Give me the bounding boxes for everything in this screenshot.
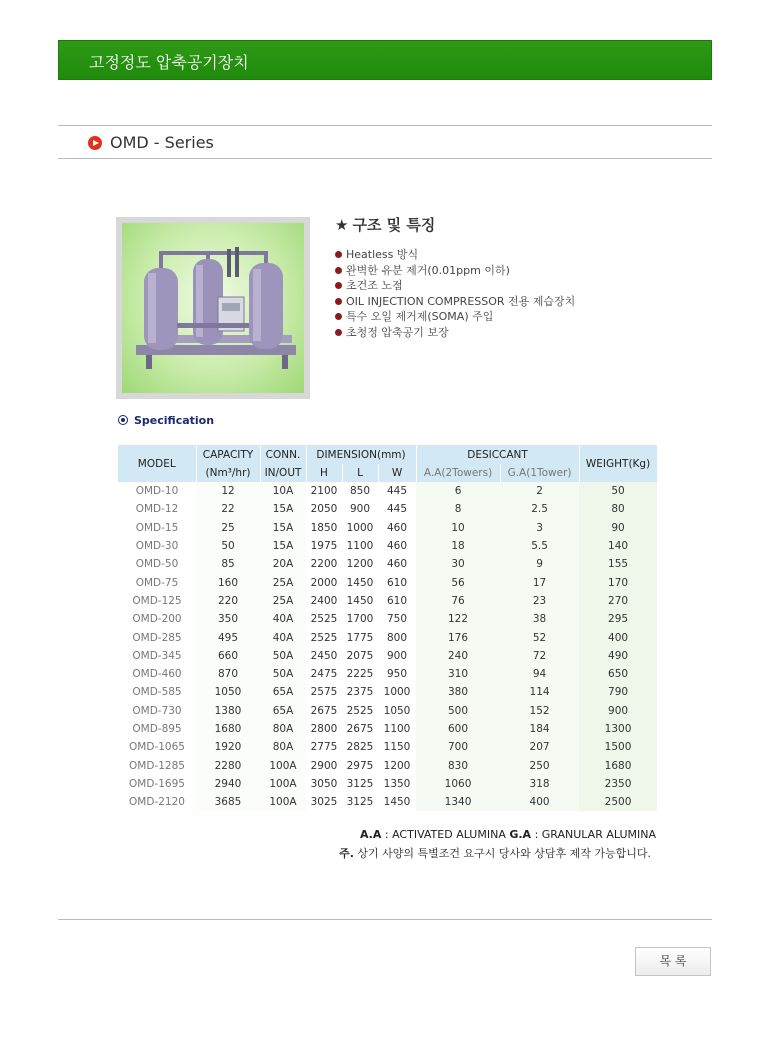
cell-weight: 790 bbox=[579, 683, 657, 701]
bullet-dot-icon bbox=[335, 329, 342, 336]
cell-ga: 94 bbox=[500, 665, 579, 683]
cell-w: 750 bbox=[378, 610, 416, 628]
cell-aa: 600 bbox=[416, 720, 500, 738]
cell-h: 1975 bbox=[306, 537, 342, 555]
features-list bbox=[335, 247, 575, 340]
cell-conn: 15A bbox=[260, 500, 306, 518]
note-text: 상기 사양의 특별조건 요구시 당사와 상담후 제작 가능합니다. bbox=[353, 847, 651, 860]
cell-w: 1050 bbox=[378, 702, 416, 720]
cell-ga: 52 bbox=[500, 628, 579, 646]
cell-weight: 50 bbox=[579, 482, 657, 500]
table-row bbox=[118, 720, 657, 738]
table-row bbox=[118, 793, 657, 811]
cell-w: 1150 bbox=[378, 738, 416, 756]
table-row bbox=[118, 537, 657, 555]
cell-weight: 1680 bbox=[579, 756, 657, 774]
cell-ga: 2 bbox=[500, 482, 579, 500]
cell-aa: 56 bbox=[416, 573, 500, 591]
cell-w: 1350 bbox=[378, 775, 416, 793]
cell-w: 610 bbox=[378, 573, 416, 591]
cell-h: 2800 bbox=[306, 720, 342, 738]
header-w: W bbox=[378, 464, 416, 482]
cell-weight: 2350 bbox=[579, 775, 657, 793]
cell-ga: 318 bbox=[500, 775, 579, 793]
header-title: 고정정도 압축공기장치 bbox=[89, 53, 249, 72]
cell-l: 2975 bbox=[342, 756, 378, 774]
cell-model: OMD-1285 bbox=[118, 756, 196, 774]
cell-capacity: 25 bbox=[196, 519, 260, 537]
table-row bbox=[118, 756, 657, 774]
cell-aa: 8 bbox=[416, 500, 500, 518]
cell-aa: 830 bbox=[416, 756, 500, 774]
cell-ga: 184 bbox=[500, 720, 579, 738]
header-aa: A.A(2Towers) bbox=[416, 464, 500, 482]
cell-aa: 1340 bbox=[416, 793, 500, 811]
table-row bbox=[118, 555, 657, 573]
aa-text: : ACTIVATED ALUMINA bbox=[381, 828, 510, 841]
cell-h: 2050 bbox=[306, 500, 342, 518]
feature-item bbox=[335, 247, 575, 263]
cell-aa: 10 bbox=[416, 519, 500, 537]
cell-aa: 240 bbox=[416, 647, 500, 665]
desiccant-legend bbox=[360, 828, 656, 841]
header-dimension: DIMENSION(mm) bbox=[306, 445, 416, 464]
header-bar bbox=[58, 40, 712, 80]
cell-weight: 900 bbox=[579, 702, 657, 720]
header-conn: CONN. bbox=[260, 445, 306, 464]
cell-h: 2475 bbox=[306, 665, 342, 683]
cell-model: OMD-2120 bbox=[118, 793, 196, 811]
cell-weight: 155 bbox=[579, 555, 657, 573]
table-row bbox=[118, 665, 657, 683]
cell-weight: 90 bbox=[579, 519, 657, 537]
divider-top bbox=[58, 125, 712, 126]
divider-bottom bbox=[58, 919, 712, 920]
cell-w: 800 bbox=[378, 628, 416, 646]
cell-model: OMD-285 bbox=[118, 628, 196, 646]
cell-model: OMD-585 bbox=[118, 683, 196, 701]
cell-conn: 100A bbox=[260, 793, 306, 811]
cell-w: 460 bbox=[378, 519, 416, 537]
cell-ga: 2.5 bbox=[500, 500, 579, 518]
cell-aa: 18 bbox=[416, 537, 500, 555]
specification-label bbox=[118, 414, 214, 427]
bullet-dot-icon bbox=[335, 313, 342, 320]
feature-item bbox=[335, 325, 575, 341]
cell-conn: 100A bbox=[260, 756, 306, 774]
cell-aa: 76 bbox=[416, 592, 500, 610]
table-row bbox=[118, 610, 657, 628]
table-row bbox=[118, 647, 657, 665]
cell-capacity: 870 bbox=[196, 665, 260, 683]
cell-aa: 176 bbox=[416, 628, 500, 646]
cell-w: 1200 bbox=[378, 756, 416, 774]
cell-weight: 2500 bbox=[579, 793, 657, 811]
cell-h: 2450 bbox=[306, 647, 342, 665]
cell-capacity: 495 bbox=[196, 628, 260, 646]
specification-table-body bbox=[118, 482, 657, 811]
custom-order-note bbox=[339, 845, 651, 861]
header-ga: G.A(1Tower) bbox=[500, 464, 579, 482]
header-conn-inout: IN/OUT bbox=[260, 464, 306, 482]
cell-l: 900 bbox=[342, 500, 378, 518]
bullet-dot-icon bbox=[335, 282, 342, 289]
feature-text: OIL INJECTION COMPRESSOR 전용 제습장치 bbox=[346, 294, 576, 308]
table-row bbox=[118, 500, 657, 518]
product-image-frame bbox=[116, 217, 310, 399]
cell-conn: 50A bbox=[260, 665, 306, 683]
bullet-dot-icon bbox=[335, 267, 342, 274]
feature-item bbox=[335, 309, 575, 325]
table-row bbox=[118, 683, 657, 701]
cell-l: 2675 bbox=[342, 720, 378, 738]
table-row bbox=[118, 592, 657, 610]
feature-item bbox=[335, 294, 575, 310]
aa-key: A.A bbox=[359, 828, 382, 841]
cell-conn: 65A bbox=[260, 702, 306, 720]
cell-w: 460 bbox=[378, 555, 416, 573]
table-row bbox=[118, 738, 657, 756]
cell-model: OMD-30 bbox=[118, 537, 196, 555]
cell-l: 3125 bbox=[342, 775, 378, 793]
cell-h: 2100 bbox=[306, 482, 342, 500]
cell-capacity: 1050 bbox=[196, 683, 260, 701]
cell-ga: 400 bbox=[500, 793, 579, 811]
cell-h: 3025 bbox=[306, 793, 342, 811]
cell-conn: 65A bbox=[260, 683, 306, 701]
cell-model: OMD-75 bbox=[118, 573, 196, 591]
header-h: H bbox=[306, 464, 342, 482]
cell-l: 2075 bbox=[342, 647, 378, 665]
cell-weight: 1300 bbox=[579, 720, 657, 738]
cell-l: 2525 bbox=[342, 702, 378, 720]
cell-h: 2775 bbox=[306, 738, 342, 756]
cell-capacity: 160 bbox=[196, 573, 260, 591]
cell-capacity: 1680 bbox=[196, 720, 260, 738]
specification-label-text: Specification bbox=[134, 414, 215, 427]
cell-conn: 10A bbox=[260, 482, 306, 500]
cell-ga: 5.5 bbox=[500, 537, 579, 555]
header-model: MODEL bbox=[118, 445, 196, 482]
cell-h: 2200 bbox=[306, 555, 342, 573]
cell-h: 2900 bbox=[306, 756, 342, 774]
cell-l: 1450 bbox=[342, 592, 378, 610]
cell-model: OMD-460 bbox=[118, 665, 196, 683]
feature-text: 완벽한 유분 제거(0.01ppm 이하) bbox=[346, 263, 510, 277]
star-icon: ★ bbox=[335, 216, 349, 234]
cell-l: 2825 bbox=[342, 738, 378, 756]
cell-l: 1775 bbox=[342, 628, 378, 646]
header-weight: WEIGHT(Kg) bbox=[579, 445, 657, 482]
feature-text: 초청정 압축공기 보장 bbox=[346, 325, 449, 339]
feature-text: 초건조 노점 bbox=[346, 279, 403, 292]
cell-capacity: 12 bbox=[196, 482, 260, 500]
cell-model: OMD-895 bbox=[118, 720, 196, 738]
cell-h: 2675 bbox=[306, 702, 342, 720]
cell-w: 1100 bbox=[378, 720, 416, 738]
cell-w: 1000 bbox=[378, 683, 416, 701]
cell-conn: 40A bbox=[260, 628, 306, 646]
cell-l: 3125 bbox=[342, 793, 378, 811]
cell-ga: 17 bbox=[500, 573, 579, 591]
cell-w: 445 bbox=[378, 500, 416, 518]
cell-w: 950 bbox=[378, 665, 416, 683]
feature-text: Heatless 방식 bbox=[346, 248, 419, 261]
cell-weight: 270 bbox=[579, 592, 657, 610]
cell-model: OMD-125 bbox=[118, 592, 196, 610]
cell-w: 610 bbox=[378, 592, 416, 610]
cell-capacity: 22 bbox=[196, 500, 260, 518]
cell-l: 1100 bbox=[342, 537, 378, 555]
list-button[interactable]: 목 록 bbox=[635, 947, 711, 976]
cell-weight: 400 bbox=[579, 628, 657, 646]
cell-l: 1450 bbox=[342, 573, 378, 591]
cell-model: OMD-730 bbox=[118, 702, 196, 720]
cell-weight: 1500 bbox=[579, 738, 657, 756]
cell-weight: 80 bbox=[579, 500, 657, 518]
cell-capacity: 50 bbox=[196, 537, 260, 555]
cell-capacity: 85 bbox=[196, 555, 260, 573]
cell-weight: 295 bbox=[579, 610, 657, 628]
cell-ga: 207 bbox=[500, 738, 579, 756]
cell-weight: 650 bbox=[579, 665, 657, 683]
cell-l: 2375 bbox=[342, 683, 378, 701]
cell-aa: 1060 bbox=[416, 775, 500, 793]
feature-item bbox=[335, 278, 575, 294]
cell-l: 1200 bbox=[342, 555, 378, 573]
cell-conn: 15A bbox=[260, 537, 306, 555]
table-row bbox=[118, 519, 657, 537]
header-l: L bbox=[342, 464, 378, 482]
table-row bbox=[118, 775, 657, 793]
cell-h: 1850 bbox=[306, 519, 342, 537]
cell-aa: 310 bbox=[416, 665, 500, 683]
divider-series bbox=[58, 158, 712, 159]
header-capacity: CAPACITY bbox=[196, 445, 260, 464]
cell-w: 445 bbox=[378, 482, 416, 500]
header-capacity-unit: (Nm³/hr) bbox=[196, 464, 260, 482]
cell-h: 2525 bbox=[306, 610, 342, 628]
cell-model: OMD-1695 bbox=[118, 775, 196, 793]
cell-model: OMD-200 bbox=[118, 610, 196, 628]
cell-weight: 140 bbox=[579, 537, 657, 555]
cell-l: 1000 bbox=[342, 519, 378, 537]
feature-text: 특수 오일 제거제(SOMA) 주입 bbox=[346, 310, 494, 323]
cell-aa: 500 bbox=[416, 702, 500, 720]
cell-h: 2525 bbox=[306, 628, 342, 646]
cell-ga: 72 bbox=[500, 647, 579, 665]
specification-table bbox=[118, 445, 658, 811]
cell-capacity: 3685 bbox=[196, 793, 260, 811]
cell-l: 1700 bbox=[342, 610, 378, 628]
feature-item bbox=[335, 263, 575, 279]
ga-key: G.A bbox=[509, 828, 532, 841]
header-desiccant: DESICCANT bbox=[416, 445, 579, 464]
cell-ga: 3 bbox=[500, 519, 579, 537]
cell-ga: 23 bbox=[500, 592, 579, 610]
cell-aa: 6 bbox=[416, 482, 500, 500]
cell-model: OMD-12 bbox=[118, 500, 196, 518]
cell-model: OMD-1065 bbox=[118, 738, 196, 756]
cell-l: 850 bbox=[342, 482, 378, 500]
cell-capacity: 350 bbox=[196, 610, 260, 628]
table-row bbox=[118, 628, 657, 646]
cell-capacity: 1380 bbox=[196, 702, 260, 720]
features-title-text: 구조 및 특징 bbox=[352, 216, 436, 234]
cell-conn: 25A bbox=[260, 592, 306, 610]
cell-conn: 80A bbox=[260, 720, 306, 738]
features-title bbox=[335, 214, 435, 235]
bullet-dot-icon bbox=[335, 251, 342, 258]
cell-h: 3050 bbox=[306, 775, 342, 793]
cell-capacity: 220 bbox=[196, 592, 260, 610]
cell-w: 1450 bbox=[378, 793, 416, 811]
cell-h: 2400 bbox=[306, 592, 342, 610]
cell-aa: 380 bbox=[416, 683, 500, 701]
cell-w: 460 bbox=[378, 537, 416, 555]
note-key: 주. bbox=[339, 847, 354, 860]
table-row bbox=[118, 702, 657, 720]
series-title: OMD - Series bbox=[110, 133, 214, 152]
product-image bbox=[122, 223, 304, 393]
cell-capacity: 1920 bbox=[196, 738, 260, 756]
target-circle-icon bbox=[118, 415, 128, 425]
cell-conn: 100A bbox=[260, 775, 306, 793]
cell-conn: 50A bbox=[260, 647, 306, 665]
cell-ga: 114 bbox=[500, 683, 579, 701]
cell-capacity: 2940 bbox=[196, 775, 260, 793]
cell-model: OMD-10 bbox=[118, 482, 196, 500]
cell-ga: 152 bbox=[500, 702, 579, 720]
cell-conn: 15A bbox=[260, 519, 306, 537]
cell-l: 2225 bbox=[342, 665, 378, 683]
ga-text: : GRANULAR ALUMINA bbox=[531, 828, 656, 841]
cell-capacity: 2280 bbox=[196, 756, 260, 774]
cell-model: OMD-50 bbox=[118, 555, 196, 573]
cell-ga: 9 bbox=[500, 555, 579, 573]
cell-weight: 490 bbox=[579, 647, 657, 665]
cell-aa: 700 bbox=[416, 738, 500, 756]
cell-capacity: 660 bbox=[196, 647, 260, 665]
bullet-dot-icon bbox=[335, 298, 342, 305]
cell-h: 2575 bbox=[306, 683, 342, 701]
cell-aa: 30 bbox=[416, 555, 500, 573]
cell-ga: 38 bbox=[500, 610, 579, 628]
cell-conn: 40A bbox=[260, 610, 306, 628]
cell-weight: 170 bbox=[579, 573, 657, 591]
cell-model: OMD-15 bbox=[118, 519, 196, 537]
cell-w: 900 bbox=[378, 647, 416, 665]
cell-ga: 250 bbox=[500, 756, 579, 774]
cell-model: OMD-345 bbox=[118, 647, 196, 665]
play-bullet-icon bbox=[88, 136, 102, 150]
cell-conn: 80A bbox=[260, 738, 306, 756]
cell-aa: 122 bbox=[416, 610, 500, 628]
cell-conn: 25A bbox=[260, 573, 306, 591]
cell-conn: 20A bbox=[260, 555, 306, 573]
table-row bbox=[118, 482, 657, 500]
table-row bbox=[118, 573, 657, 591]
cell-h: 2000 bbox=[306, 573, 342, 591]
